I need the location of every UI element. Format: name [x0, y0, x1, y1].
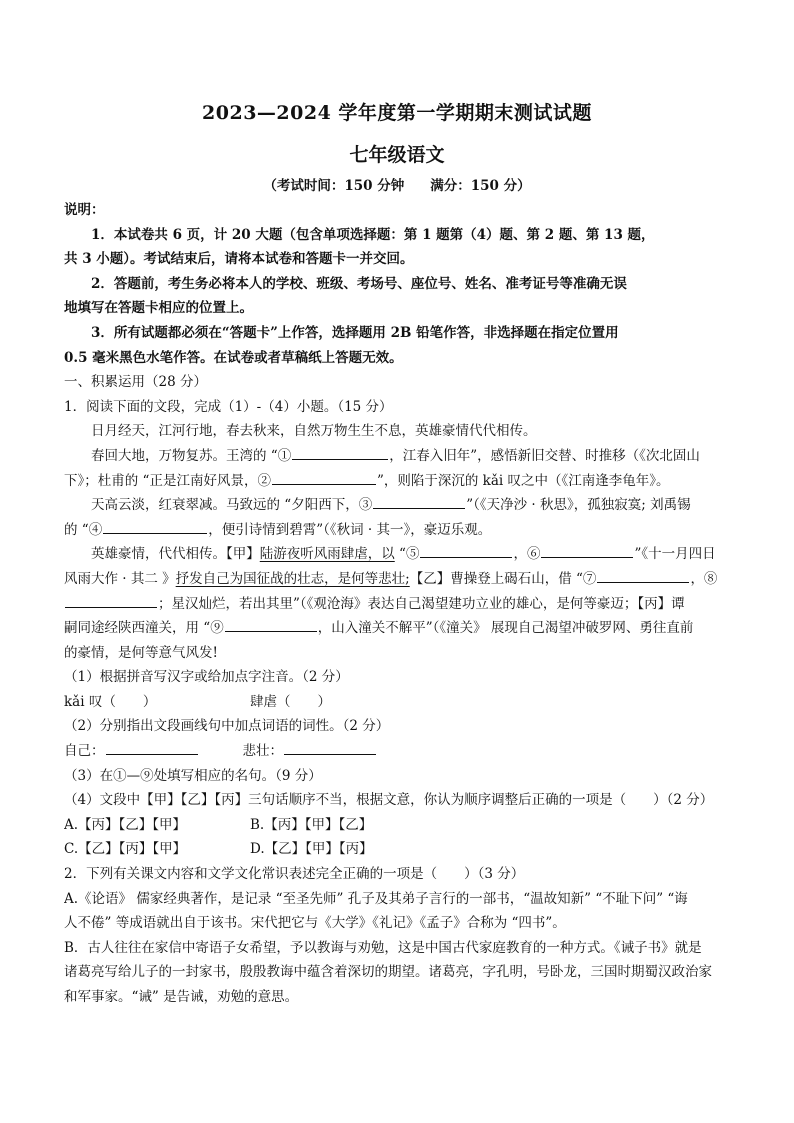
passage-paragraph-4-line-2	[64, 567, 732, 592]
text: 的 “④	[64, 521, 103, 538]
text: 风雨大作 · 其二 》	[64, 570, 176, 587]
option-c[interactable]: C.【乙】【丙】【甲】	[64, 841, 187, 858]
exam-subject: 七年级语文	[349, 144, 445, 166]
text: ”《十一月四日	[634, 546, 716, 563]
passage-paragraph-1: 日月经天，江河行地，春去秋来，自然万物生生不息，英雄豪情代代相传。	[91, 423, 537, 440]
label-beizhuang: 悲壮：	[242, 743, 283, 760]
option-b[interactable]: B.【丙】【甲】【乙】	[250, 816, 373, 833]
question-2-option-b-line-3: 和军事家。“诫” 是告诫，劝勉的意思。	[64, 989, 299, 1005]
blank-2[interactable]	[272, 470, 376, 485]
passage-paragraph-2-line-2	[64, 469, 732, 494]
blank-5[interactable]	[420, 543, 512, 558]
passage-paragraph-3-line-2	[64, 518, 732, 543]
question-2-option-b-line-1[interactable]: B．古人往往在家信中寄语子女希望，予以教诲与劝勉，这是中国古代家庭教育的一种方式。《诫子书》就是	[64, 939, 702, 956]
exam-content	[64, 198, 732, 1010]
text: ，便引诗情到碧霄”（《秋词 · 其一》，豪迈乐观。	[208, 521, 492, 538]
text: 嗣同途经陕西潼关，用 “⑨	[64, 620, 224, 637]
instruction-1-line-2: 共 3 小题）。考试结束后，请将本试卷和答题卡一并交回。	[64, 251, 414, 268]
text: 英雄豪情，代代相传。【甲】	[91, 546, 260, 563]
option-a[interactable]: A.【丙】【乙】【甲】	[64, 816, 187, 833]
blank-8[interactable]	[65, 593, 157, 608]
text: ；星汉灿烂，若出其里”（《观沧海》表达自己渴望建功立业的雄心，是何等豪迈；【丙】谭	[158, 595, 685, 612]
underlined-sentence: 抒发自己为国征战的壮志，是何等悲壮;	[175, 570, 410, 587]
full-score: 满分：150 分）	[430, 178, 531, 194]
passage-paragraph-4-line-3	[64, 592, 732, 617]
blank-6[interactable]	[541, 543, 633, 558]
sub-question-2-answers	[64, 739, 732, 764]
instruction-3-line-2: 0.5 毫米黑色水笔作答。在试卷或者草稿纸上答题无效。	[64, 349, 403, 366]
answer-kai-tan[interactable]: kǎi 叹（ ）	[64, 693, 157, 710]
question-2-option-a-line-1[interactable]: A.《论语》 儒家经典著作，是记录 “至圣先师” 孔子及其弟子言行的一部书，“温故知新” “不耻下问” “诲	[64, 890, 688, 907]
instruction-2-line-2: 地填写在答题卡相应的位置上。	[64, 300, 253, 317]
text: ”，则陷于深沉的 kǎi 叹之中（《江南逢李龟年》。	[376, 472, 670, 489]
blank-9[interactable]	[225, 617, 317, 632]
blank-7[interactable]	[597, 568, 689, 583]
question-1-stem: 1．阅读下面的文段，完成（1）-（4）小题。（15 分）	[64, 398, 393, 415]
sub-question-4-options-row-1	[64, 813, 732, 838]
sub-question-2: （2）分别指出文段画线句中加点词语的词性。（2 分）	[64, 718, 390, 735]
text: ”（《天净沙 · 秋思》，孤独寂寞; 刘禹锡	[466, 497, 691, 514]
instruction-3-line-1: 3．所有试题都必须在“答题卡”上作答，选择题用 2B 铅笔作答，非选择题在指定位置用	[91, 324, 619, 341]
sub-question-4-options-row-2	[64, 837, 732, 862]
question-2-option-a-line-2: 人不倦” 等成语就出自于该书。宋代把它与《大学》《礼记》《孟子》合称为 “四书”。	[64, 915, 566, 932]
underlined-sentence: 陆游夜听风雨肆虐，以	[259, 546, 395, 563]
passage-paragraph-4-line-5: 的豪情，是何等意气风发!	[64, 644, 218, 661]
blank-1[interactable]	[292, 445, 388, 460]
exam-meta	[0, 174, 794, 194]
sub-question-4: （4）文段中【甲】【乙】【丙】三句话顺序不当，根据文意，你认为顺序调整后正确的一项是（ ）（2 分）	[64, 792, 714, 809]
question-2-stem: 2．下列有关课文内容和文学文化常识表述完全正确的一项是（ ）（3 分）	[64, 866, 525, 883]
instruction-2-line-1: 2．答题前，考生务必将本人的学校、班级、考场号、座位号、姓名、准考证号等准确无误	[91, 275, 627, 292]
text: 【乙】曹操登上碣石山，借 “⑦	[409, 570, 597, 587]
sub-question-1: （1）根据拼音写汉字或给加点字注音。（2 分）	[64, 669, 349, 686]
text: “⑤	[394, 546, 420, 563]
exam-time: （考试时间：150 分钟	[263, 178, 405, 194]
text: 春回大地，万物复苏。王湾的 “①	[91, 447, 292, 464]
passage-paragraph-3-line-1	[64, 493, 732, 518]
text: ，江春入旧年”，感悟新旧交替、时推移（《次北固山	[389, 447, 700, 464]
text: ，⑥	[513, 546, 541, 563]
text: 下》；杜甫的 “正是江南好风景，②	[64, 472, 271, 489]
passage-paragraph-4-line-4	[64, 616, 732, 641]
option-d[interactable]: D.【乙】【甲】【丙】	[250, 841, 373, 858]
passage-paragraph-2-line-1	[64, 444, 732, 469]
sub-question-3: （3）在①—⑨处填写相应的名句。（9 分）	[64, 767, 322, 784]
passage-paragraph-4-line-1	[64, 542, 732, 567]
instruction-1-line-1: 1．本试卷共 6 页，计 20 大题（包含单项选择题：第 1 题第（4）题、第 2 题、第 13 题，	[91, 226, 655, 243]
sub-question-1-answers	[64, 690, 732, 715]
text: 天高云淡，红衰翠减。马致远的 “夕阳西下，③	[91, 497, 373, 514]
blank-4[interactable]	[103, 519, 207, 534]
answer-ziji-blank[interactable]	[106, 740, 198, 755]
text: ，⑧	[690, 570, 718, 587]
answer-beizhuang-blank[interactable]	[284, 740, 376, 755]
exam-title: 2023—2024 学年度第一学期期末测试试题	[202, 102, 592, 124]
instructions-label: 说明：	[64, 202, 105, 218]
section-heading: 一、积累运用（28 分）	[64, 374, 207, 391]
answer-si-nue[interactable]: 肆虐（ ）	[250, 693, 331, 710]
label-ziji: 自己：	[64, 743, 105, 760]
question-2-option-b-line-2: 诸葛亮写给儿子的一封家书，殷殷教诲中蕴含着深切的期望。诸葛亮，字孔明，号卧龙，三国时期蜀汉政治家	[64, 964, 712, 981]
blank-3[interactable]	[373, 494, 465, 509]
text: ，山入潼关不解平”（《潼关》 展现自己渴望冲破罗网、勇往直前	[317, 620, 694, 637]
